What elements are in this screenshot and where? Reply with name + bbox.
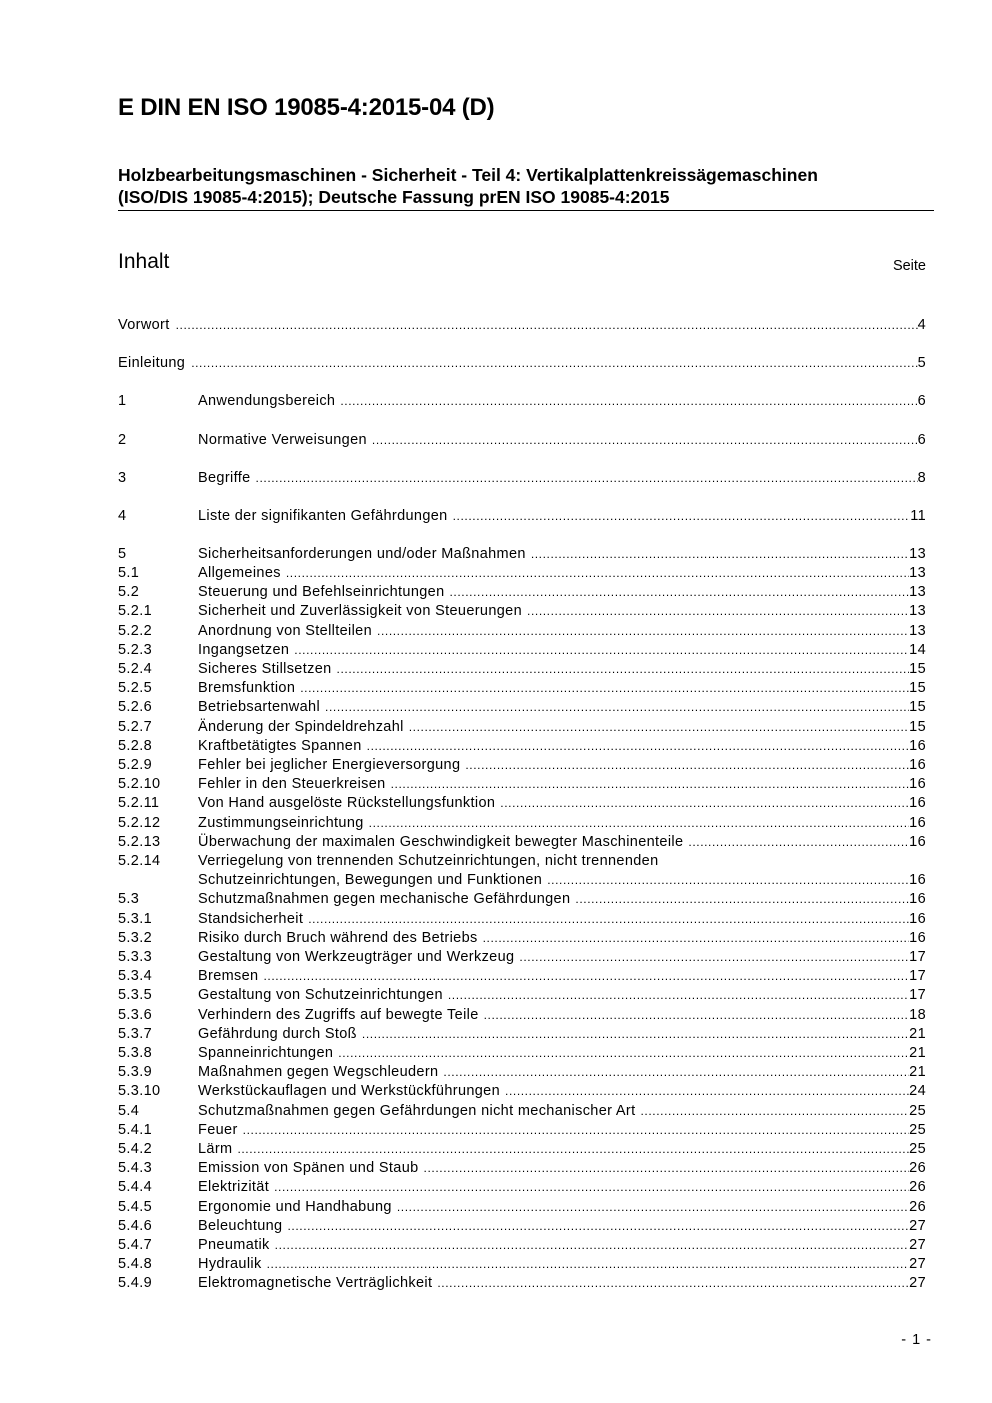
toc-entry[interactable] [118, 967, 926, 986]
toc-dot-leader [519, 948, 909, 967]
toc-entry-number: Vorwort [118, 317, 170, 333]
toc-dot-leader [337, 660, 910, 679]
toc-entry[interactable] [118, 583, 926, 602]
subtitle-line-1: Holzbearbeitungsmaschinen - Sicherheit - Teil 4: Vertikalplattenkreissägemaschinen [118, 165, 818, 185]
toc-entry-title: Sicherheit und Zuverlässigkeit von Steuerungen [198, 603, 523, 620]
toc-entry-page: 13 [909, 565, 926, 581]
toc-entry-title: Fehler bei jeglicher Energieversorgung [198, 757, 461, 773]
toc-entry[interactable] [118, 354, 926, 373]
toc-entry-number: 5.2.12 [118, 814, 161, 831]
toc-entry[interactable] [118, 1140, 926, 1159]
toc-entry[interactable] [118, 316, 926, 335]
toc-entry[interactable] [118, 431, 926, 450]
toc-entry-title: Hydraulik [198, 1256, 262, 1273]
toc-entry[interactable] [118, 718, 926, 737]
toc-entry[interactable] [118, 833, 926, 852]
toc-entry-title: Feuer [198, 1121, 238, 1138]
toc-entry-number: 5.3.1 [118, 910, 152, 927]
toc-entry-number: 1 [118, 393, 127, 409]
toc-entry-page: 16 [909, 910, 926, 927]
toc-entry[interactable] [118, 1102, 926, 1121]
toc-dot-leader [256, 469, 918, 488]
toc-entry-number: 5.2.1 [118, 603, 152, 620]
toc-dot-leader [484, 1006, 910, 1025]
toc-dot-leader [409, 718, 909, 737]
toc-entry-title: Anordnung von Stellteilen [198, 622, 373, 639]
toc-dot-leader [308, 910, 909, 929]
toc-entry-title: Schutzeinrichtungen, Bewegungen und Funktionen [198, 872, 543, 889]
toc-entry-number: 5.2.4 [118, 661, 152, 677]
toc-entry-page: 16 [909, 737, 926, 754]
toc-dot-leader [191, 354, 917, 373]
toc-entry-title: Änderung der Spindeldrehzahl [198, 718, 404, 735]
toc-entry-title: Steuerung und Befehlseinrichtungen [198, 584, 445, 601]
toc-entry-number: 5.4.6 [118, 1217, 152, 1234]
toc-entry-title: Bremsen [198, 968, 259, 985]
toc-dot-leader [424, 1159, 910, 1178]
toc-entry-number: 5.4.4 [118, 1179, 152, 1196]
toc-entry[interactable] [118, 469, 926, 488]
toc-entry-number: 5.2.8 [118, 737, 152, 754]
toc-entry[interactable] [118, 910, 926, 929]
toc-entry[interactable] [118, 1255, 926, 1274]
toc-entry-page: 17 [909, 968, 926, 985]
toc-dot-leader [527, 602, 909, 621]
toc-entry-number: 4 [118, 508, 127, 524]
toc-entry-title: Elektrizität [198, 1179, 270, 1196]
toc-entry-number: 5.4.3 [118, 1160, 152, 1177]
toc-entry[interactable] [118, 1274, 926, 1293]
toc-entry-page: 21 [909, 1064, 926, 1081]
toc-entry[interactable] [118, 1178, 926, 1197]
toc-entry-page: 16 [909, 872, 926, 889]
toc-entry-number: 5.4.2 [118, 1141, 152, 1157]
toc-entry[interactable] [118, 564, 926, 583]
toc-entry-page: 16 [909, 757, 926, 773]
toc-entry-page: 5 [917, 355, 926, 371]
toc-entry[interactable] [118, 986, 926, 1005]
toc-entry-title: Verriegelung von trennenden Schutzeinrichtungen, nicht trennenden [198, 853, 659, 869]
toc-entry[interactable] [118, 794, 926, 813]
toc-entry-number: 5.2.2 [118, 622, 152, 639]
toc-entry-title: Gestaltung von Werkzeugträger und Werkzeug [198, 949, 515, 965]
toc-entry[interactable] [118, 602, 926, 621]
toc-entry-number: 5.3 [118, 891, 140, 908]
toc-entry-page: 21 [909, 1025, 926, 1042]
toc-entry-title: Liste der signifikanten Gefährdungen [198, 508, 448, 524]
toc-entry-title: Standsicherheit [198, 910, 304, 927]
toc-dot-leader [391, 775, 910, 794]
toc-dot-leader [338, 1044, 909, 1063]
toc-entry-number: 5.4.1 [118, 1121, 152, 1138]
toc-entry[interactable] [118, 1006, 926, 1025]
toc-dot-leader [465, 756, 909, 775]
toc-entry-page: 26 [909, 1198, 926, 1215]
toc-entry-number: 5.3.6 [118, 1006, 152, 1023]
toc-dot-leader [575, 890, 909, 909]
toc-dot-leader [340, 392, 917, 411]
toc-entry-page: 16 [909, 833, 926, 850]
toc-entry[interactable] [118, 1025, 926, 1044]
toc-entry[interactable] [118, 1121, 926, 1140]
toc-entry[interactable] [118, 679, 926, 698]
toc-entry-title: Allgemeines [198, 565, 281, 581]
toc-entry[interactable] [118, 890, 926, 909]
toc-entry-title: Maßnahmen gegen Wegschleudern [198, 1064, 439, 1081]
toc-entry[interactable] [118, 756, 926, 775]
toc-entry[interactable] [118, 737, 926, 756]
toc-entry-page: 25 [909, 1141, 926, 1157]
toc-entry[interactable] [118, 392, 926, 411]
subtitle-line-2: (ISO/DIS 19085-4:2015); Deutsche Fassung prEN ISO 19085-4:2015 [118, 187, 670, 207]
toc-entry-title: Ergonomie und Handhabung [198, 1198, 392, 1215]
document-subtitle [118, 164, 934, 211]
toc-entry-page: 13 [909, 603, 926, 620]
toc-entry[interactable] [118, 871, 926, 890]
toc-entry-number: 3 [118, 470, 127, 486]
toc-dot-leader [547, 871, 909, 890]
toc-entry[interactable] [118, 1236, 926, 1255]
toc-entry[interactable] [118, 641, 926, 660]
document-code: E DIN EN ISO 19085-4:2015-04 (D) [118, 94, 495, 121]
toc-entry-title: Elektromagnetische Verträglichkeit [198, 1275, 433, 1292]
toc-entry[interactable] [118, 698, 926, 717]
toc-entry-page: 17 [909, 949, 926, 965]
toc-entry-title: Anwendungsbereich [198, 393, 336, 409]
toc-entry-title: Fehler in den Steuerkreisen [198, 776, 386, 793]
toc-entry-number: 5.2.14 [118, 853, 161, 869]
toc-entry[interactable] [118, 660, 926, 679]
toc-dot-leader [688, 833, 909, 852]
page-column-label: Seite [892, 258, 926, 274]
toc-entry-number: 5.2.10 [118, 776, 161, 793]
toc-entry-page: 13 [909, 546, 926, 562]
toc-entry-page: 15 [909, 661, 926, 677]
toc-entry-title: Sicherheitsanforderungen und/oder Maßnahmen [198, 546, 526, 562]
toc-entry-page: 18 [909, 1006, 926, 1023]
toc-entry-page: 27 [909, 1275, 926, 1292]
toc-entry-title: Verhindern des Zugriffs auf bewegte Teile [198, 1006, 479, 1023]
toc-dot-leader [176, 316, 918, 335]
toc-entry-title: Begriffe [198, 470, 251, 486]
toc-entry[interactable] [118, 814, 926, 833]
toc-entry-page: 27 [909, 1256, 926, 1273]
toc-entry-number: 5.2.5 [118, 680, 152, 697]
toc-entry-number: 5.3.3 [118, 949, 152, 965]
toc-entry-page: 14 [909, 641, 926, 658]
toc-entry-number: Einleitung [118, 355, 186, 371]
toc-entry-number: 5.4 [118, 1102, 140, 1119]
toc-dot-leader [531, 545, 909, 564]
toc-dot-leader [443, 1063, 909, 1082]
toc-entry-number: 5.4.9 [118, 1275, 152, 1292]
toc-entry[interactable] [118, 1198, 926, 1217]
toc-dot-leader [263, 967, 909, 986]
toc-entry[interactable] [118, 1044, 926, 1063]
toc-entry[interactable] [118, 852, 926, 871]
toc-dot-leader [267, 1255, 910, 1274]
toc-entry-page: 15 [909, 699, 926, 716]
toc-entry[interactable] [118, 775, 926, 794]
toc-entry-page: 16 [909, 795, 926, 812]
toc-entry-page: 15 [909, 680, 926, 697]
toc-entry-number: 5 [118, 546, 127, 562]
toc-entry-title: Pneumatik [198, 1237, 270, 1253]
toc-entry-page: 13 [909, 622, 926, 639]
toc-entry-page: 25 [909, 1102, 926, 1119]
toc-entry-title: Beleuchtung [198, 1217, 283, 1234]
toc-entry-title: Betriebsartenwahl [198, 699, 321, 716]
toc-entry-number: 5.2.3 [118, 641, 152, 658]
toc-dot-leader [448, 986, 909, 1005]
toc-entry-title: Überwachung der maximalen Geschwindigkeit bewegter Maschinenteile [198, 833, 684, 850]
toc-dot-leader [500, 794, 909, 813]
toc-dot-leader [294, 641, 909, 660]
toc-entry-number: 5.2.13 [118, 833, 161, 850]
toc-entry-page: 6 [917, 393, 926, 409]
toc-entry-number: 5.3.7 [118, 1025, 152, 1042]
toc-entry-title: Bremsfunktion [198, 680, 296, 697]
toc-entry-number: 5.2.9 [118, 757, 152, 773]
toc-entry-title: Normative Verweisungen [198, 432, 367, 448]
toc-entry-number: 5.4.8 [118, 1256, 152, 1273]
toc-entry-number: 5.2.7 [118, 718, 152, 735]
page-number: - 1 - [901, 1332, 932, 1348]
toc-entry-page: 16 [909, 929, 926, 946]
toc-entry-title: Schutzmaßnahmen gegen Gefährdungen nicht mechanischer Art [198, 1102, 636, 1119]
toc-heading: Inhalt [118, 250, 170, 273]
toc-entry-page: 25 [909, 1121, 926, 1138]
toc-entry-title: Zustimmungseinrichtung [198, 814, 364, 831]
toc-entry-page: 8 [917, 470, 926, 486]
toc-entry-title: Schutzmaßnahmen gegen mechanische Gefährdungen [198, 891, 571, 908]
toc-entry-page: 26 [909, 1160, 926, 1177]
toc-entry[interactable] [118, 1063, 926, 1082]
toc-entry-number: 5.3.10 [118, 1083, 161, 1100]
toc-entry-number: 5.3.4 [118, 968, 152, 985]
toc-entry[interactable] [118, 1217, 926, 1236]
toc-entry-page: 6 [917, 432, 926, 448]
toc-entry-number: 5.3.5 [118, 987, 152, 1004]
toc-entry-page: 16 [909, 814, 926, 831]
toc-dot-leader [367, 737, 910, 756]
toc-entry-title: Gefährdung durch Stoß [198, 1025, 357, 1042]
toc-entry[interactable] [118, 948, 926, 967]
toc-dot-leader [243, 1121, 910, 1140]
toc-dot-leader [237, 1140, 909, 1159]
toc-dot-leader [483, 929, 910, 948]
toc-entry-number: 5.3.2 [118, 929, 152, 946]
toc-entry-page: 27 [909, 1217, 926, 1234]
toc-entry[interactable] [118, 1082, 926, 1101]
toc-entry-number: 5.1 [118, 565, 140, 581]
toc-entry-title: Werkstückauflagen und Werkstückführungen [198, 1083, 501, 1100]
toc-dot-leader [450, 583, 910, 602]
toc-entry[interactable] [118, 507, 926, 526]
toc-entry[interactable] [118, 622, 926, 641]
toc-dot-leader [505, 1082, 909, 1101]
toc-entry-number: 5.2.6 [118, 699, 152, 716]
toc-entry-page: 16 [909, 891, 926, 908]
toc-dot-leader [437, 1274, 909, 1293]
toc-entry-page: 4 [917, 317, 926, 333]
toc-dot-leader [640, 1102, 909, 1121]
toc-dot-leader [362, 1025, 909, 1044]
toc-entry-number: 5.3.8 [118, 1045, 152, 1061]
toc-entry-page: 24 [909, 1083, 926, 1100]
toc-entry-page: 17 [909, 987, 926, 1004]
toc-entry[interactable] [118, 545, 926, 564]
toc-dot-leader [275, 1236, 909, 1255]
toc-entry-number: 5.3.9 [118, 1064, 152, 1081]
toc-entry-page: 27 [909, 1237, 926, 1253]
toc-entry-page: 15 [909, 718, 926, 735]
toc-entry-title: Spanneinrichtungen [198, 1045, 334, 1061]
toc-entry-title: Emission von Spänen und Staub [198, 1160, 419, 1177]
toc-entry-title: Kraftbetätigtes Spannen [198, 737, 362, 754]
toc-entry-page: 13 [909, 584, 926, 601]
toc-entry[interactable] [118, 929, 926, 948]
toc-entry-title: Sicheres Stillsetzen [198, 661, 332, 677]
toc-entry-title: Gestaltung von Schutzeinrichtungen [198, 987, 443, 1004]
toc-dot-leader [286, 564, 909, 583]
toc-dot-leader [325, 698, 909, 717]
toc-dot-leader [300, 679, 909, 698]
toc-entry-title: Lärm [198, 1141, 233, 1157]
toc-entry-title: Risiko durch Bruch während des Betriebs [198, 929, 478, 946]
toc-dot-leader [397, 1198, 909, 1217]
toc-dot-leader [453, 507, 911, 526]
toc-entry-page: 11 [910, 508, 926, 524]
toc-entry-number: 5.2 [118, 584, 140, 601]
toc-entry-title: Ingangsetzen [198, 641, 290, 658]
toc-entry-number: 5.4.5 [118, 1198, 152, 1215]
toc-entry-title: Von Hand ausgelöste Rückstellungsfunktion [198, 795, 496, 812]
toc-dot-leader [377, 622, 909, 641]
toc-entry-number: 2 [118, 432, 127, 448]
toc-dot-leader [274, 1178, 909, 1197]
toc-entry-page: 21 [909, 1045, 926, 1061]
toc-entry-number: 5.2.11 [118, 795, 160, 812]
toc-dot-leader [372, 431, 918, 450]
toc-entry[interactable] [118, 1159, 926, 1178]
toc-entry-page: 26 [909, 1179, 926, 1196]
toc-entry-number: 5.4.7 [118, 1237, 152, 1253]
toc-dot-leader [369, 814, 909, 833]
toc-dot-leader [287, 1217, 909, 1236]
toc-entry-page: 16 [909, 776, 926, 793]
